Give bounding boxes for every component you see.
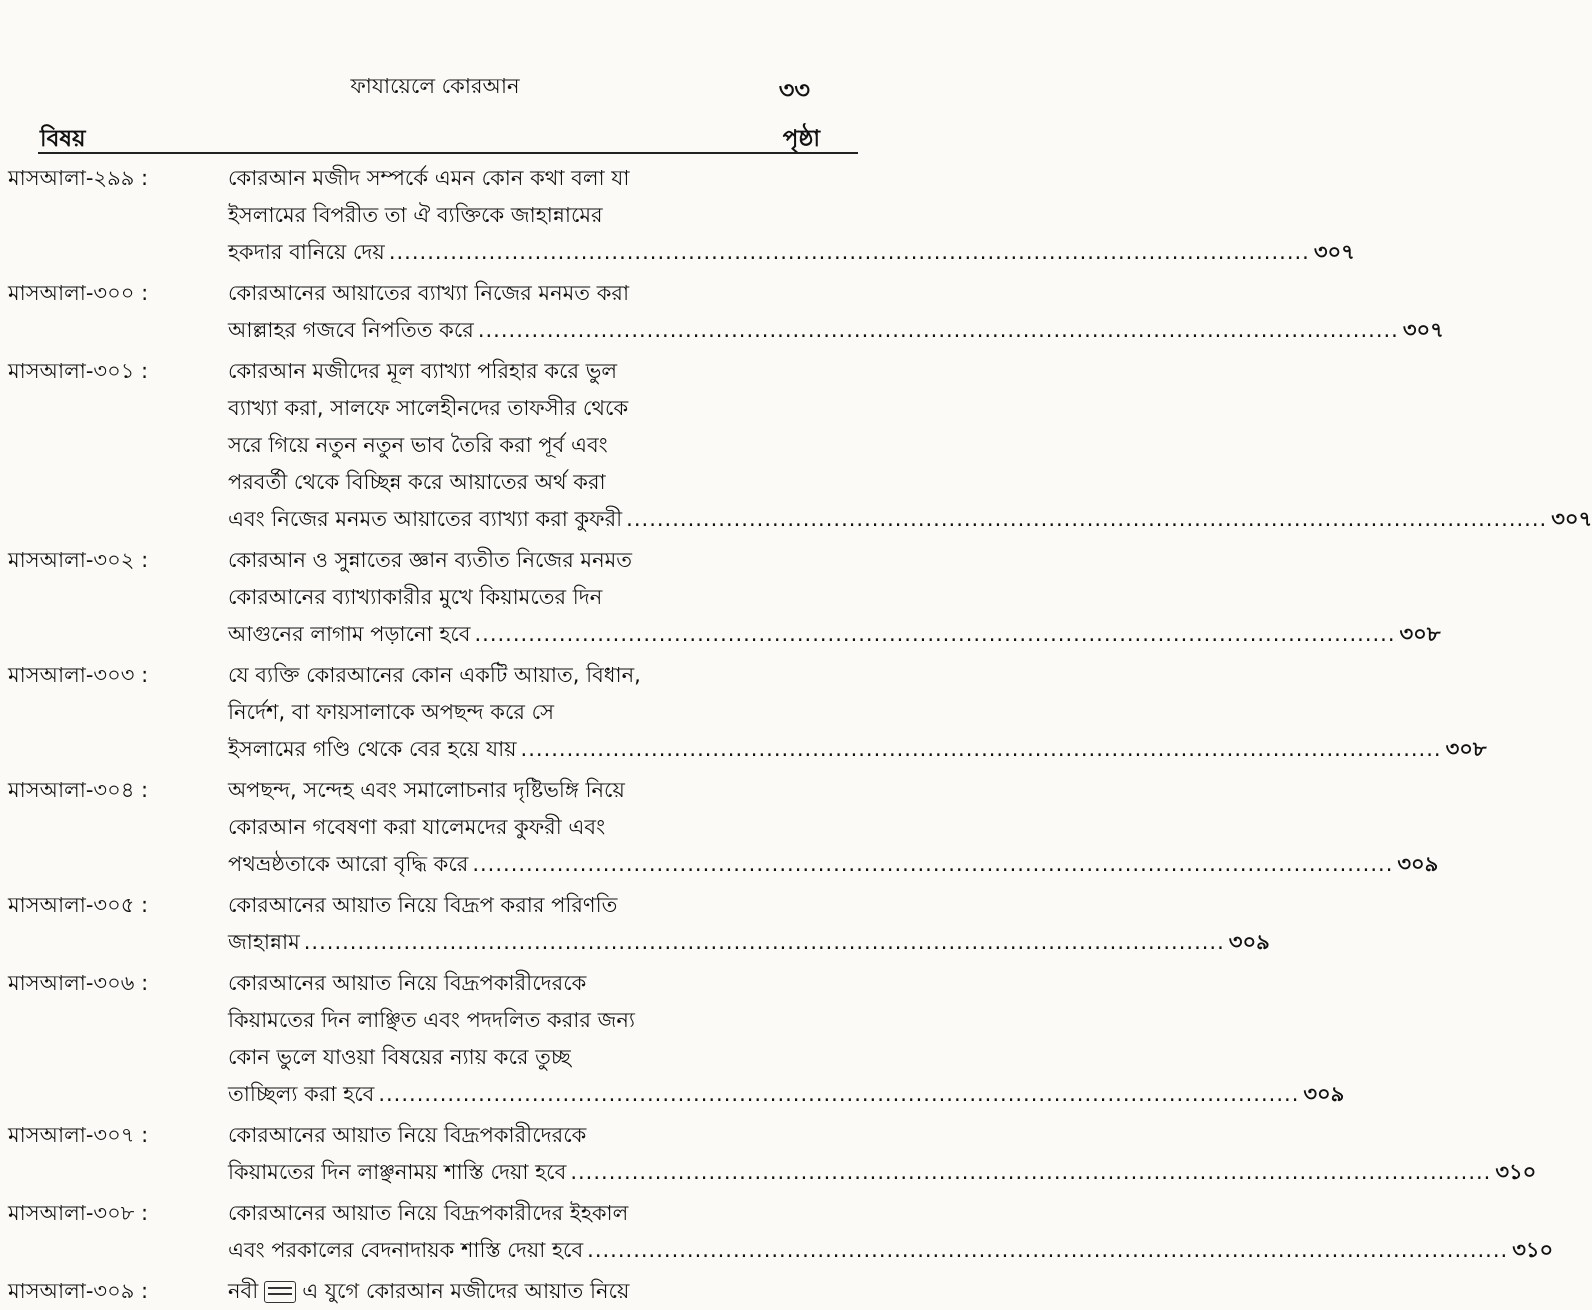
entry-last-line [228, 616, 1441, 653]
entry-line: কিয়ামতের দিন লাঞ্ছিত এবং পদদলিত করার জন্য [228, 1008, 636, 1032]
entry-line: নবী [228, 1279, 259, 1303]
entry-page-number: ৩০৭ [1313, 240, 1355, 264]
entry-label: মাসআলা-৩০৬ : [8, 971, 149, 995]
entry-line: পথভ্রষ্ঠতাকে আরো বৃদ্ধি করে [228, 852, 469, 876]
entry-line: নির্দেশ, বা ফায়সালাকে অপছন্দ করে সে [228, 700, 554, 724]
entry-label: মাসআলা-৩০১ : [8, 359, 149, 383]
entry-line: আল্লাহর গজবে নিপতিত করে [228, 318, 474, 342]
entry-line: কোরআনের আয়াত নিয়ে বিদ্রূপকারীদেরকে [228, 971, 587, 995]
contents-entry-partial [0, 1273, 870, 1310]
dot-leader: ........................................................................................................................ [587, 1238, 1509, 1262]
entry-line: সরে গিয়ে নতুন নতুন ভাব তৈরি করা পূর্ব এবং [228, 433, 608, 457]
entry-last-line [228, 501, 1592, 538]
entry-last-line [228, 924, 1270, 961]
entry-line: পরবর্তী থেকে বিচ্ছিন্ন করে আয়াতের অর্থ করা [228, 470, 606, 494]
entry-line: ইসলামের গণ্ডি থেকে বের হয়ে যায় [228, 737, 517, 761]
entry-last-line [228, 846, 1439, 883]
entry-text [228, 160, 1355, 271]
entry-page-number: ৩০৭ [1402, 318, 1444, 342]
entry-text [228, 1273, 796, 1310]
contents-entry [0, 542, 1441, 653]
contents-entry [0, 657, 1487, 768]
entry-line: কোরআনের ব্যাখ্যাকারীর মুখে কিয়ামতের দিন [228, 585, 603, 609]
entry-text [228, 887, 1270, 961]
entry-last-line [228, 1154, 1537, 1191]
entry-last-line [228, 234, 1355, 271]
entry-label: মাসআলা-৩০৪ : [8, 778, 149, 802]
entry-line: হকদার বানিয়ে দেয় [228, 240, 385, 264]
entry-line: যে ব্যক্তি কোরআনের কোন একটি আয়াত, বিধান, [228, 663, 641, 687]
entry-line: এবং পরকালের বেদনাদায়ক শাস্তি দেয়া হবে [228, 1238, 584, 1262]
dot-leader: ........................................................................................................................ [472, 852, 1394, 876]
entry-line: কোরআন ও সুন্নাতের জ্ঞান ব্যতীত নিজের মনমত [228, 548, 633, 572]
entry-page-number: ৩০৯ [1397, 852, 1439, 876]
entry-line: অপছন্দ, সন্দেহ এবং সমালোচনার দৃষ্টিভঙ্গি নিয়ে [228, 778, 625, 802]
entry-line: এবং নিজের মনমত আয়াতের ব্যাখ্যা করা কুফরী [228, 507, 623, 531]
entry-line: ব্যাখ্যা করা, সালফে সালেহীনদের তাফসীর থেকে [228, 396, 629, 420]
entry-text [228, 772, 1439, 883]
dot-leader: ........................................................................................................................ [520, 737, 1442, 761]
entry-label: মাসআলা-৩০৩ : [8, 663, 149, 687]
entry-line: কোরআনের আয়াত নিয়ে বিদ্রূপকারীদেরকে [228, 1123, 587, 1147]
entry-line: কোরআন মজীদ সম্পর্কে এমন কোন কথা বলা যা [228, 166, 630, 190]
dot-leader: ........................................................................................................................ [378, 1082, 1300, 1106]
dot-leader: ........................................................................................................................ [570, 1160, 1492, 1184]
entry-line: কোন ভুলে যাওয়া বিষয়ের ন্যায় করে তুচ্ছ [228, 1045, 571, 1069]
dot-leader: ........................................................................................................................ [303, 930, 1225, 954]
entry-page-number: ৩০৮ [1445, 737, 1487, 761]
entry-text [228, 1117, 1537, 1191]
entry-page-number: ৩১০ [1512, 1238, 1554, 1262]
entry-text [228, 965, 1345, 1113]
entry-label: মাসআলা-২৯৯ : [8, 166, 149, 190]
entry-text [228, 275, 1444, 349]
entry-line: কোরআনের আয়াত নিয়ে বিদ্রূপকারীদের ইহকাল [228, 1201, 629, 1225]
entry-label: মাসআলা-৩০২ : [8, 548, 149, 572]
entry-last-line [228, 731, 1487, 768]
entry-text [228, 1195, 1554, 1269]
entry-line: কোরআনের আয়াতের ব্যাখ্যা নিজের মনমত করা [228, 281, 630, 305]
entry-line: আগুনের লাগাম পড়ানো হবে [228, 622, 471, 646]
entry-text [228, 542, 1441, 653]
salutation-seal-icon [264, 1281, 296, 1303]
dot-leader: ........................................................................................................................ [388, 240, 1310, 264]
contents-entry [0, 160, 1355, 271]
entry-last-line [228, 312, 1444, 349]
entry-last-line [228, 1232, 1554, 1269]
entry-page-number: ৩০৮ [1399, 622, 1441, 646]
entry-text [228, 353, 1592, 538]
entry-page-number: ৩০৯ [1228, 930, 1270, 954]
header-divider [38, 152, 858, 154]
entry-page-number: ৩১০ [1495, 1160, 1537, 1184]
contents-entry [0, 887, 1270, 961]
contents-entry [0, 772, 1439, 883]
contents-entry [0, 353, 1592, 538]
entry-line: কোরআনের আয়াত নিয়ে বিদ্রূপ করার পরিণতি [228, 893, 618, 917]
entry-text [228, 657, 1487, 768]
column-header-subject: বিষয় [40, 126, 86, 152]
contents-entry [0, 1195, 1554, 1269]
contents-list [0, 160, 1592, 1310]
entry-label: মাসআলা-৩০৫ : [8, 893, 149, 917]
dot-leader: ........................................................................................................................ [626, 507, 1548, 531]
entry-line: তাচ্ছিল্য করা হবে [228, 1082, 375, 1106]
entry-label: মাসআলা-৩০৭ : [8, 1123, 149, 1147]
entry-line: ইসলামের বিপরীত তা ঐ ব্যক্তিকে জাহান্নামের [228, 203, 603, 227]
column-header-page: পৃষ্ঠা [782, 126, 820, 152]
dot-leader: ........................................................................................................................ [477, 318, 1399, 342]
entry-label: মাসআলা-৩০৯ : [8, 1279, 149, 1303]
dot-leader: ........................................................................................................................ [474, 622, 1396, 646]
entry-page-number: ৩০৭ [1551, 507, 1592, 531]
contents-entry [0, 1117, 1537, 1191]
entry-line: কোরআন মজীদের মূল ব্যাখ্যা পরিহার করে ভুল [228, 359, 618, 383]
entry-line: এ যুগে কোরআন মজীদের আয়াত নিয়ে [302, 1279, 630, 1303]
entry-line: জাহান্নাম [228, 930, 300, 954]
contents-entry [0, 965, 1345, 1113]
entry-label: মাসআলা-৩০০ : [8, 281, 149, 305]
entry-last-line [228, 1076, 1345, 1113]
entry-line: কোরআন গবেষণা করা যালেমদের কুফরী এবং [228, 815, 606, 839]
running-title: ফাযায়েলে কোরআন [350, 74, 520, 98]
entry-page-number: ৩০৯ [1303, 1082, 1345, 1106]
contents-entry [0, 275, 1444, 349]
entry-label: মাসআলা-৩০৮ : [8, 1201, 149, 1225]
page-number: ৩৩ [778, 76, 810, 104]
entry-line: কিয়ামতের দিন লাঞ্ছনাময় শাস্তি দেয়া হবে [228, 1160, 567, 1184]
